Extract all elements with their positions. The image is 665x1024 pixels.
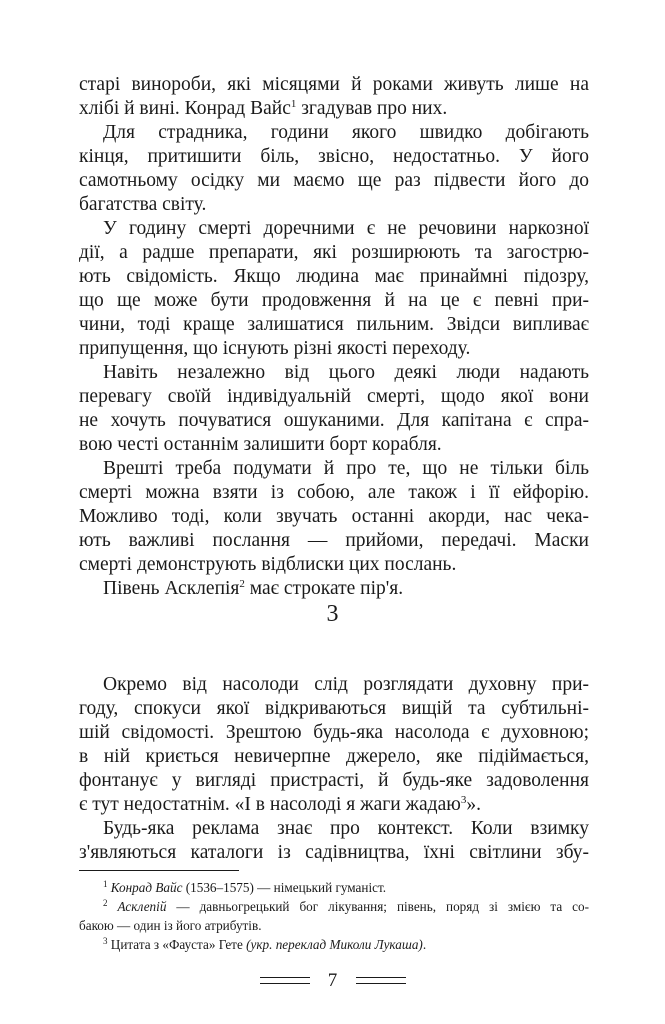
text-line: Можливо тоді, коли звучать останні акорди, нас чека- <box>79 506 589 527</box>
text-line: припущення, що існують різні якості переходу. <box>79 338 471 359</box>
text-line: перевагу своїй індивідуальній смерті, щодо якої вони <box>79 386 589 407</box>
text-line: в ній криється невичерпне джерело, яке підіймається, <box>79 746 589 767</box>
text-line: фонтанує у вигляді пристрасті, й будь-яке задоволення <box>79 770 589 791</box>
footnote-ref: 2 <box>239 578 245 590</box>
text-line: чини, тоді краще залишатися пильним. Звідси випливає <box>79 314 589 335</box>
text-line: Півень Асклепія$^2$ має строкате пір'я. <box>103 578 404 599</box>
text-line: є тут недостатнім. «І в насолоді я жаги жадаю$^3$». <box>79 794 481 815</box>
text-line: смерті можна взяти із собою, але також і її ейфорію. <box>79 482 589 503</box>
text-line: з'являються каталоги із садівництва, їхні світлини збу- <box>79 842 589 863</box>
text-line: Навіть незалежно від цього деякі люди надають <box>103 362 589 383</box>
footnote-2-cont: бакою — один із його атрибутів. <box>79 918 262 933</box>
text-line: Для страдника, години якого швидко добігають <box>103 122 589 143</box>
ornament-rule-right <box>356 977 406 984</box>
text-line: Врешті треба подумати й про те, що не тільки біль <box>103 458 589 479</box>
footnote-ref: 1 <box>290 98 297 110</box>
text-line: вою честі останнім залишити борт корабля. <box>79 434 442 455</box>
text-line: смерті демонструють відблиски цих послань. <box>79 554 457 575</box>
text-line: году, спокуси якої відкриваються вищій та субтильні- <box>79 698 589 719</box>
footnote-3: $^3$ Цитата з «Фауста» Гете (укр. переклад Миколи Лукаша). <box>103 936 427 952</box>
text-line: що ще може бути продовження й на це є певні при- <box>79 290 589 311</box>
text-line: не хочуть почуватися ошуканими. Для капітана є спра- <box>79 410 589 431</box>
footnote-1: $^1$ Конрад Вайс (1536–1575) — німецький гуманіст. <box>103 879 387 895</box>
text-line: Окремо від насолоди слід розглядати духовну при- <box>103 674 589 695</box>
text-line: багатства світу. <box>79 194 207 215</box>
text-line: ють важливі послання — прийоми, передачі. Маски <box>79 530 589 551</box>
text-line: шій свідомості. Зрештою будь-яка насолода є духовною; <box>79 722 589 743</box>
footnote-ref: 3 <box>460 794 467 806</box>
text-line: старі винороби, які місяцями й роками живуть лише на <box>79 74 589 95</box>
text-line: ють свідомість. Якщо людина має принаймні підозру, <box>79 266 589 287</box>
section-heading: 3 <box>326 601 339 627</box>
footnote-divider <box>79 870 239 871</box>
text-line: кінця, притишити біль, звісно, недостатньо. У його <box>79 146 589 167</box>
page-number: 7 <box>327 970 338 991</box>
text-line: дії, а радше препарати, які розширюють та загострю- <box>79 242 589 263</box>
footnote-2: $^2$ Асклепій — давньогрецький бог лікування; півень, поряд зі змією та со- <box>103 898 589 914</box>
page-footer <box>0 968 665 994</box>
text-line: У годину смерті доречними є не речовини наркозної <box>103 218 589 239</box>
text-line: самотньому осідку ми маємо ще раз підвести його до <box>79 170 589 191</box>
text-line: Будь-яка реклама знає про контекст. Коли взимку <box>103 818 589 839</box>
text-line: хлібі й вині. Конрад Вайс$^1$ згадував про них. <box>79 98 448 119</box>
